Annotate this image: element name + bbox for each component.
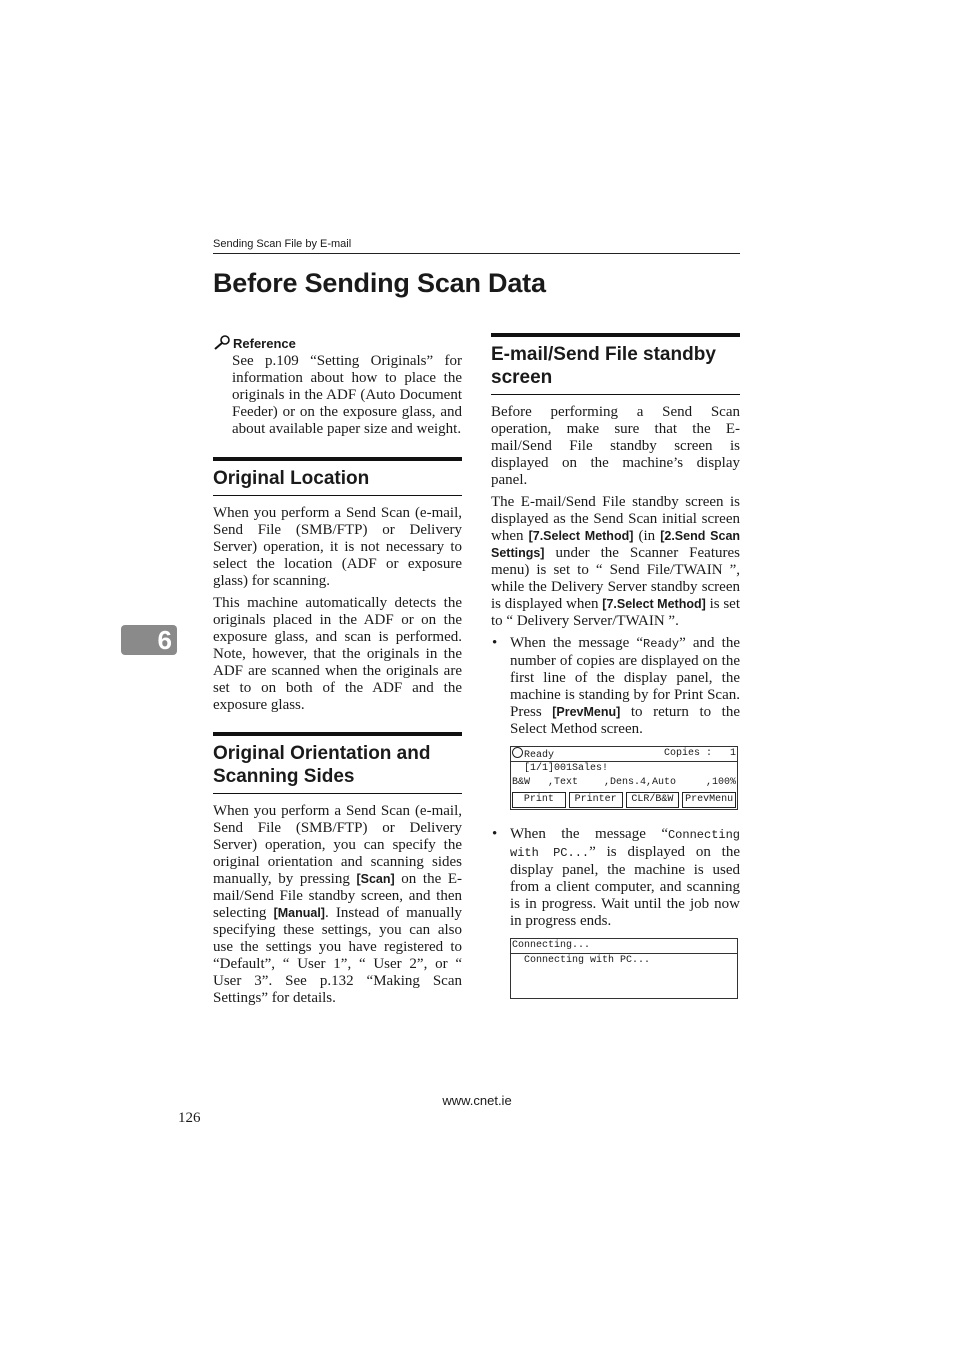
lcd-destination: [1/1]001Sales! (512, 763, 609, 774)
orientation-para (213, 803, 462, 1007)
magnifier-icon (213, 335, 231, 351)
standby-text-3: under the Scanner Features menu) is set to “ Send File/TWAIN ”, while the Delivery Server standby screen is displayed when (491, 545, 741, 612)
bullet-connecting (491, 826, 740, 930)
reference-heading (213, 333, 462, 353)
lcd-print-button[interactable]: Print (512, 792, 566, 808)
ready-message: Ready (643, 637, 680, 651)
bullet-ready-text-3: to return to the Select Method screen. (510, 704, 741, 737)
orientation-text-2: on the E-mail/Send File standby screen, and then selecting (213, 871, 463, 921)
right-column (491, 333, 740, 999)
heading-email-standby: E-mail/Send File standby screen (491, 333, 740, 395)
lcd-printer-button[interactable]: Printer (569, 792, 623, 808)
lcd-copies: Copies : 1 (663, 748, 736, 759)
bullet-dot: • (492, 826, 498, 842)
standby-para-1: Before performing a Send Scan operation, make sure that the E-mail/Send File standby screen is displayed on the machine’s display panel. (491, 404, 740, 488)
standby-text-4: is set to “ Delivery Server/TWAIN ”. (491, 596, 740, 629)
heading-original-location: Original Location (213, 457, 462, 496)
lcd-ready-text: Ready (524, 750, 555, 761)
bullet-dot: • (492, 635, 498, 651)
bullet-ready (491, 635, 740, 738)
connecting-message: Connecting with PC... (510, 828, 740, 860)
prevmenu-key-label: [PrevMenu] (552, 705, 621, 719)
orientation-text-1: When you perform a Send Scan (e-mail, Send File (SMB/FTP) or Delivery Server) operation, you can specify the original orientation and scanning sides manually, by pressing (213, 803, 462, 887)
reference-label: Reference (233, 335, 296, 351)
lcd-connecting-screen (510, 938, 738, 999)
lcd-clr-bw-button[interactable]: CLR/B&W (626, 792, 680, 808)
original-location-para-1: When you perform a Send Scan (e-mail, Send File (SMB/FTP) or Delivery Server) operation, it is not necessary to select the location (ADF or exposure glass) for scanning. (213, 505, 462, 589)
send-scan-settings-key-label: [2.Send Scan Settings] (491, 529, 741, 560)
lcd-connecting-line-2 (511, 954, 737, 968)
lcd-connecting-text: Connecting with PC... (512, 955, 651, 966)
orientation-text-3: . Instead of manually specifying these settings, you can also use the settings you have registered to “Default”, “ User 1”, “ User 2”, or “ User 3”. See p.132 “Making Scan Settings” for details. (213, 905, 462, 1006)
lcd-line-3 (511, 776, 737, 790)
select-method-key-label: [7.Select Method] (528, 529, 634, 543)
original-location-para-2: This machine automatically detects the originals placed in the ADF or on the exposure glass, and scan is performed. Note, however, that the originals in the ADF are scanned when the originals are set to on both of the ADF and the exposure glass. (213, 595, 462, 713)
scan-key-label: [Scan] (356, 872, 395, 886)
bullet-ready-text-2: ” and the number of copies are displayed on the first line of the display panel, the machine is standing by for Print Scan. Press (510, 635, 740, 720)
ready-indicator-icon (512, 747, 523, 758)
lcd-status-row (511, 747, 737, 762)
lcd-prevmenu-button[interactable]: PrevMenu (682, 792, 736, 808)
left-column (213, 333, 462, 1012)
reference-text: See p.109 “Setting Originals” for information about how to place the originals in the ADF (Auto Document Feeder) or on the exposure glass, and about available paper size and weight. (232, 353, 462, 437)
standby-para-2 (491, 494, 740, 630)
standby-text-2: (in (638, 528, 656, 544)
bullet-ready-text-1: When the message “ (510, 635, 644, 651)
bullet-connecting-text-1: When the message “ (510, 826, 668, 842)
header-rule (213, 253, 740, 254)
chapter-tab: 6 (121, 625, 177, 655)
footer-url: www.cnet.ie (442, 1093, 512, 1108)
manual-key-label: [Manual] (273, 906, 325, 920)
lcd-line-2 (511, 762, 737, 776)
heading-original-orientation: Original Orientation and Scanning Sides (213, 732, 462, 794)
lcd-connecting-status-text: Connecting... (512, 940, 591, 951)
lcd-ready-screen (510, 746, 738, 810)
lcd-settings: ,Dens.4,Auto ,100% (603, 777, 736, 788)
running-head: Sending Scan File by E-mail (213, 238, 352, 250)
lcd-buttons (511, 790, 737, 809)
standby-text-1: The E-mail/Send File standby screen is displayed as the Send Scan initial screen when (491, 494, 740, 544)
lcd-mode: B&W ,Text (512, 777, 579, 788)
bullet-connecting-text-2: ” is displayed on the display panel, the machine is used from a client computer, and scanning is in progress. Wait until the job now in progress ends. (510, 844, 741, 929)
page-title: Before Sending Scan Data (213, 268, 546, 298)
select-method-key-label-2: [7.Select Method] (602, 597, 706, 611)
lcd-connecting-status (511, 939, 737, 954)
lcd-status-left (512, 747, 554, 761)
page-number: 126 (178, 1110, 201, 1126)
